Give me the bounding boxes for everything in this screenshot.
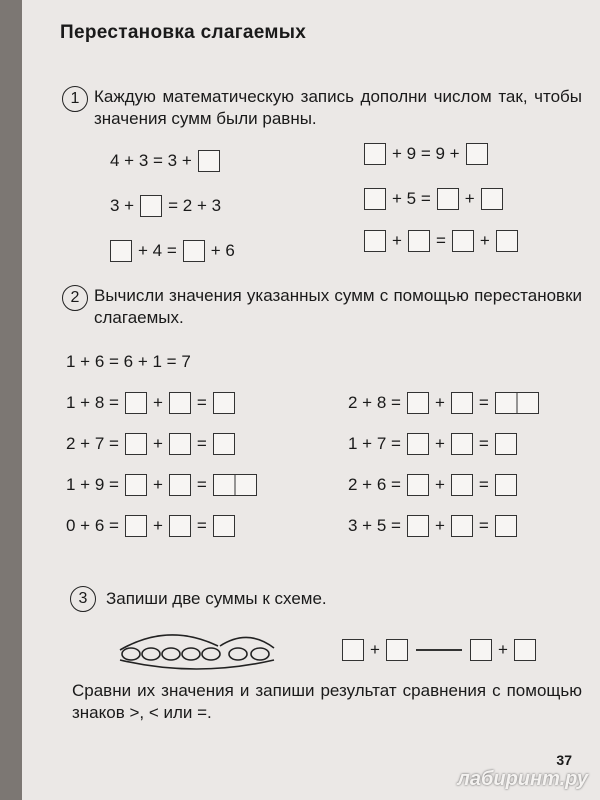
answer-box[interactable] (407, 515, 429, 537)
answer-box[interactable] (466, 143, 488, 165)
answer-box[interactable] (495, 515, 517, 537)
task-3-compare-text: Сравни их значения и запиши результат сравнения с помощью знаков >, < или =. (72, 681, 582, 722)
task-1-number: 1 (62, 86, 88, 112)
task-1-eq-3: + 4 = + 6 (110, 240, 235, 262)
answer-box[interactable] (125, 515, 147, 537)
comparison-sign-blank[interactable] (416, 649, 462, 651)
task-1-text: Каждую математическую запись дополни числом так, чтобы значения сумм были равны. (94, 87, 582, 128)
answer-box[interactable] (125, 433, 147, 455)
answer-box[interactable] (437, 188, 459, 210)
answer-box[interactable] (495, 474, 517, 496)
answer-box[interactable] (169, 515, 191, 537)
answer-box[interactable] (169, 392, 191, 414)
answer-box[interactable] (481, 188, 503, 210)
answer-box[interactable] (198, 150, 220, 172)
answer-box[interactable] (110, 240, 132, 262)
task-1-eq-4: + 9 = 9 + (364, 143, 488, 165)
answer-box[interactable] (213, 392, 235, 414)
answer-box[interactable] (496, 230, 518, 252)
task-2-eq-left-2: 2 + 7 = + = (66, 433, 235, 455)
task-1-eq-5: + 5 = + (364, 188, 503, 210)
task-2-eq-left-4: 0 + 6 = + = (66, 515, 235, 537)
page-number: 37 (556, 752, 572, 768)
answer-box[interactable] (452, 230, 474, 252)
task-3-text: Запиши две суммы к схеме. (106, 589, 327, 608)
task-2-text: Вычисли значения указанных сумм с помощью перестановки слагаемых. (94, 286, 582, 327)
answer-box[interactable] (169, 433, 191, 455)
task-2-number: 2 (62, 285, 88, 311)
answer-box[interactable] (125, 392, 147, 414)
answer-box[interactable] (451, 433, 473, 455)
labirint-watermark: лабиринт.ру (457, 768, 588, 790)
answer-box[interactable] (183, 240, 205, 262)
answer-box[interactable] (140, 195, 162, 217)
answer-box[interactable] (213, 515, 235, 537)
task-2-eq-left-1: 1 + 8 = + = (66, 392, 235, 414)
task-2-eq-right-1: 2 + 8 = + = (348, 392, 539, 414)
task-2-eq-right-2: 1 + 7 = + = (348, 433, 517, 455)
answer-box-double[interactable] (495, 392, 539, 414)
answer-box[interactable] (407, 392, 429, 414)
answer-box[interactable] (451, 392, 473, 414)
neighbor-page-strip (0, 0, 22, 800)
answer-box[interactable] (364, 143, 386, 165)
task-2-eq-right-4: 3 + 5 = + = (348, 515, 517, 537)
task-1-eq-2: 3 + = 2 + 3 (110, 196, 222, 215)
answer-box[interactable] (407, 474, 429, 496)
answer-box[interactable] (407, 433, 429, 455)
circles-scheme-diagram (118, 628, 276, 672)
answer-box[interactable] (451, 474, 473, 496)
answer-box-double[interactable] (213, 474, 257, 496)
answer-box[interactable] (342, 639, 364, 661)
answer-box[interactable] (169, 474, 191, 496)
answer-box[interactable] (386, 639, 408, 661)
answer-box[interactable] (364, 230, 386, 252)
task-2-eq-left-3: 1 + 9 = + = (66, 474, 257, 496)
answer-box[interactable] (213, 433, 235, 455)
task-3-sums-compare: + + (342, 639, 536, 661)
page-title: Перестановка слагаемых (60, 22, 307, 43)
answer-box[interactable] (470, 639, 492, 661)
task-1-eq-1: 4 + 3 = 3 + (110, 150, 220, 172)
answer-box[interactable] (514, 639, 536, 661)
task-3-number: 3 (70, 586, 96, 612)
task-2-example: 1 + 6 = 6 + 1 = 7 (66, 352, 191, 371)
task-2-eq-right-3: 2 + 6 = + = (348, 474, 517, 496)
answer-box[interactable] (408, 230, 430, 252)
answer-box[interactable] (451, 515, 473, 537)
task-1-eq-6: + = + (364, 230, 518, 252)
answer-box[interactable] (495, 433, 517, 455)
answer-box[interactable] (125, 474, 147, 496)
answer-box[interactable] (364, 188, 386, 210)
